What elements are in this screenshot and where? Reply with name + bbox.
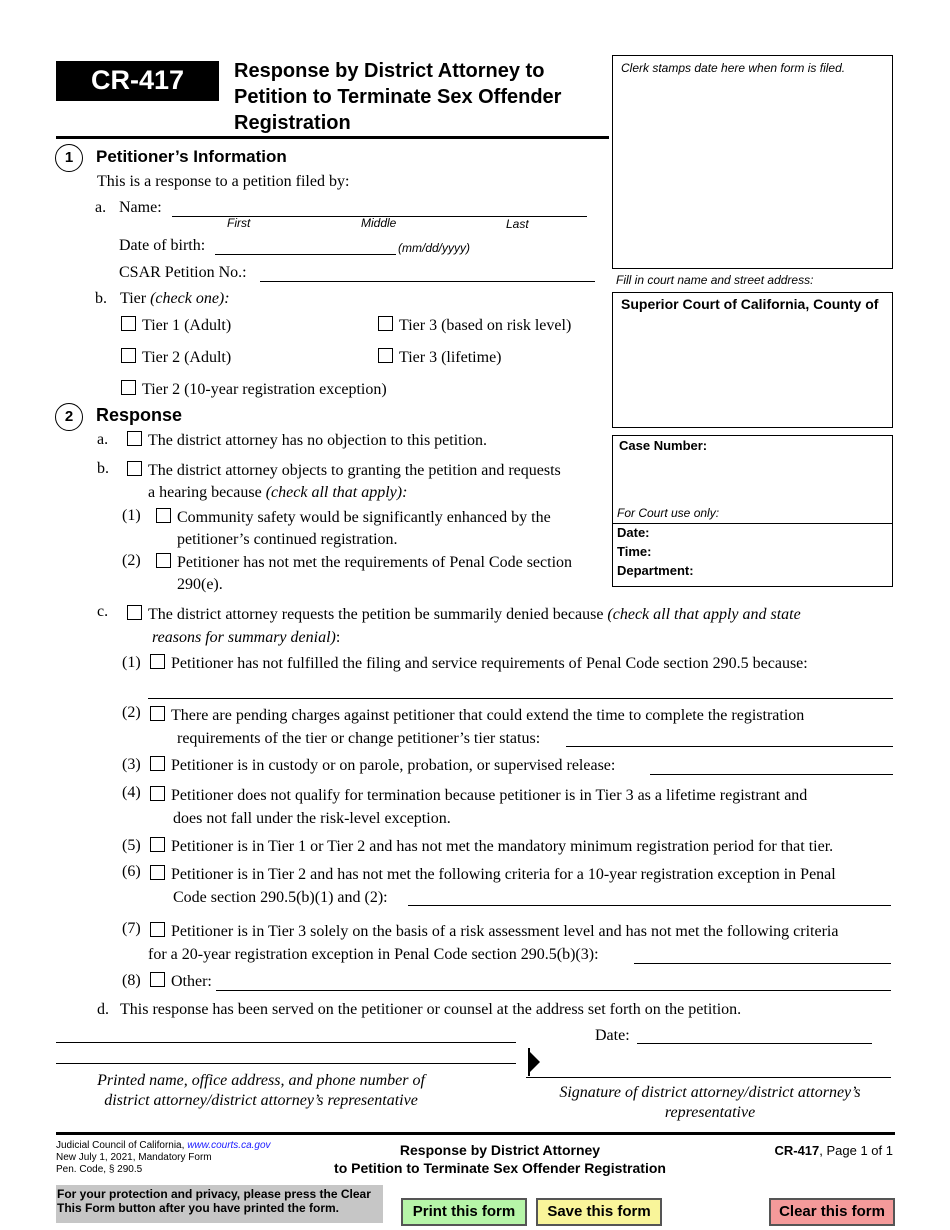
tier-hint: (check one): [150, 290, 230, 307]
response-b-hint: (check all that apply): [265, 484, 408, 501]
printed-name-line2[interactable] [56, 1063, 516, 1064]
tier-2-adult-checkbox[interactable] [121, 348, 136, 363]
tier-3-risk-checkbox[interactable] [378, 316, 393, 331]
tier-2-adult-label: Tier 2 (Adult) [142, 349, 232, 366]
case-number-box[interactable] [612, 435, 893, 587]
court-name-box[interactable] [612, 292, 893, 428]
c3-marker: (3) [122, 756, 141, 773]
case-number-label: Case Number: [619, 438, 708, 453]
c7-marker: (7) [122, 920, 141, 937]
c2-marker: (2) [122, 704, 141, 721]
name-first-caption: First [227, 216, 251, 230]
c5-checkbox[interactable] [150, 837, 165, 852]
form-title-line2: Petition to Terminate Sex Offender [234, 86, 562, 108]
response-c-text: The district attorney requests the petition be summarily denied because [148, 606, 604, 623]
c7-checkbox[interactable] [150, 922, 165, 937]
response-a-marker: a. [97, 431, 109, 448]
court-name-title: Superior Court of California, County of [621, 296, 879, 312]
response-c-hint1: (check all that apply and state [607, 606, 801, 623]
privacy-notice-line2: This Form button after you have printed the form. [57, 1201, 340, 1215]
response-c-hint2: reasons for summary denial) [152, 629, 336, 646]
footer-revised: New July 1, 2021, Mandatory Form [56, 1152, 212, 1163]
tier-2-exception-label: Tier 2 (10-year registration exception) [142, 381, 387, 398]
tier-1-adult-option[interactable] [121, 316, 231, 335]
tier-3-lifetime-label: Tier 3 (lifetime) [399, 349, 502, 366]
response-b1-text2: petitioner’s continued registration. [177, 531, 398, 548]
c3-reason-input[interactable] [650, 774, 893, 775]
csar-label: CSAR Petition No.: [119, 264, 247, 281]
signature-input[interactable] [526, 1077, 891, 1078]
court-use-label: For Court use only: [617, 506, 720, 520]
footer-website-link[interactable]: www.courts.ca.gov [187, 1140, 271, 1151]
section-1-number: 1 [55, 144, 83, 172]
dob-hint: (mm/dd/yyyy) [398, 241, 470, 255]
c2-text2: requirements of the tier or change petitioner’s tier status: [177, 730, 541, 747]
c6-option[interactable] [150, 863, 890, 909]
tier-1-adult-checkbox[interactable] [121, 316, 136, 331]
response-d-marker: d. [97, 1001, 109, 1018]
footer-center-line1: Response by District Attorney [399, 1142, 601, 1158]
c6-marker: (6) [122, 863, 141, 880]
c3-checkbox[interactable] [150, 756, 165, 771]
c6-checkbox[interactable] [150, 865, 165, 880]
c4-marker: (4) [122, 784, 141, 801]
response-b1-text1: Community safety would be significantly enhanced by the [177, 509, 551, 526]
response-b-marker: b. [97, 460, 109, 477]
c8-marker: (8) [122, 972, 141, 989]
footer-council: Judicial Council of California, [56, 1140, 185, 1151]
response-b2-marker: (2) [122, 552, 141, 569]
c7-text1: Petitioner is in Tier 3 solely on the basis of a risk assessment level and has not met the following criteria [171, 923, 839, 940]
c4-text2: does not fall under the risk-level exception. [173, 810, 451, 827]
section-2-number: 2 [55, 403, 83, 431]
c5-marker: (5) [122, 837, 141, 854]
response-d-text: This response has been served on the petitioner or counsel at the address set forth on the petition. [120, 1001, 742, 1018]
c1-reason-input[interactable] [148, 698, 893, 699]
name-last-caption: Last [506, 217, 529, 231]
response-b1-marker: (1) [122, 507, 141, 524]
response-c-colon: : [335, 629, 341, 646]
footer-form-ref: CR-417 [774, 1143, 820, 1158]
response-b2-text2: 290(e). [177, 576, 223, 593]
response-b-checkbox[interactable] [127, 461, 142, 476]
tier-3-risk-option[interactable] [378, 316, 571, 335]
response-b2-option[interactable] [156, 552, 612, 596]
c8-reason-input[interactable] [216, 990, 891, 991]
printed-name-caption [56, 1071, 466, 1111]
footer-code: Pen. Code, § 290.5 [56, 1164, 143, 1175]
c7-text2: for a 20-year registration exception in Penal Code section 290.5(b)(3): [148, 946, 599, 963]
c3-option[interactable] [150, 756, 615, 775]
form-title-line1: Response by District Attorney to [234, 60, 545, 82]
response-a-option[interactable] [127, 431, 487, 450]
dob-input[interactable] [215, 254, 396, 255]
c7-option[interactable] [150, 920, 890, 966]
section-2-title: Response [96, 405, 183, 425]
c6-text1: Petitioner is in Tier 2 and has not met the following criteria for a 10-year registration exception in Penal [171, 866, 836, 883]
item-b-marker: b. [95, 290, 107, 307]
tier-2-adult-option[interactable] [121, 348, 231, 367]
csar-input[interactable] [260, 281, 595, 282]
printed-name-line1[interactable] [56, 1042, 516, 1043]
response-a-checkbox[interactable] [127, 431, 142, 446]
dob-label: Date of birth: [119, 237, 206, 254]
form-title [234, 58, 614, 136]
clerk-stamp-box [612, 55, 893, 269]
signature-caption [530, 1083, 890, 1123]
response-date-input[interactable] [637, 1043, 872, 1044]
response-c-marker: c. [97, 603, 109, 620]
response-b-text1: The district attorney objects to granting the petition and requests [148, 462, 561, 479]
c7-reason-input[interactable] [634, 963, 891, 964]
name-middle-caption: Middle [361, 216, 397, 230]
c2-option[interactable] [150, 704, 890, 750]
response-date-label: Date: [595, 1027, 630, 1044]
signature-caption-line2: representative [664, 1104, 756, 1121]
response-b-option[interactable] [127, 460, 607, 504]
c4-text1: Petitioner does not qualify for termination because petitioner is in Tier 3 as a lifetime registrant and [171, 787, 808, 804]
response-b-text2: a hearing because [148, 484, 262, 501]
c2-reason-input[interactable] [566, 746, 893, 747]
section-1-intro: This is a response to a petition filed by: [97, 173, 350, 190]
c1-option[interactable] [150, 654, 808, 673]
c8-option[interactable] [150, 972, 212, 991]
tier-label [120, 290, 230, 308]
privacy-notice [56, 1185, 383, 1223]
item-a-marker: a. [95, 199, 107, 216]
response-c-checkbox[interactable] [127, 605, 142, 620]
footer-center [300, 1141, 700, 1177]
tier-label-text: Tier [120, 290, 147, 307]
c8-text: Other: [171, 973, 212, 990]
c8-checkbox[interactable] [150, 972, 165, 987]
c2-checkbox[interactable] [150, 706, 165, 721]
c2-text1: There are pending charges against petitioner that could extend the time to complete the registration [171, 707, 805, 724]
c1-checkbox[interactable] [150, 654, 165, 669]
c4-checkbox[interactable] [150, 786, 165, 801]
printed-name-caption-line2 [56, 1091, 466, 1111]
tier-2-exception-option[interactable] [121, 380, 387, 399]
c5-option[interactable] [150, 837, 833, 856]
footer-center-line2: to Petition to Terminate Sex Offender Registration [334, 1160, 666, 1176]
c1-marker: (1) [122, 654, 141, 671]
response-b2-text1: Petitioner has not met the requirements of Penal Code section [177, 554, 573, 571]
response-b1-option[interactable] [156, 507, 606, 551]
hearing-time-label: Time: [617, 544, 652, 559]
header-rule [56, 136, 609, 139]
clear-form-button[interactable]: Clear this form [769, 1198, 895, 1226]
c3-text: Petitioner is in custody or on parole, probation, or supervised release: [171, 757, 616, 774]
tier-3-risk-label: Tier 3 (based on risk level) [399, 317, 572, 334]
name-label: Name: [119, 199, 162, 216]
print-form-button[interactable]: Print this form [401, 1198, 527, 1226]
clerk-stamp-label: Clerk stamps date here when form is filed. [621, 61, 846, 75]
tier-1-adult-label: Tier 1 (Adult) [142, 317, 232, 334]
section-1-title: Petitioner’s Information [96, 147, 287, 166]
form-title-line3: Registration [234, 112, 351, 134]
footer-page-ref [774, 1143, 893, 1158]
hearing-date-label: Date: [617, 525, 650, 540]
tier-2-exception-checkbox[interactable] [121, 380, 136, 395]
response-b1-checkbox[interactable] [156, 508, 171, 523]
court-use-divider [613, 523, 892, 524]
c6-reason-input[interactable] [408, 905, 891, 906]
c5-text: Petitioner is in Tier 1 or Tier 2 and has not met the mandatory minimum registration period for that tier. [171, 838, 834, 855]
c4-option[interactable] [150, 784, 890, 830]
privacy-notice-line1: For your protection and privacy, please press the Clear [57, 1187, 371, 1201]
save-form-button[interactable]: Save this form [536, 1198, 662, 1226]
footer-left [56, 1140, 271, 1176]
response-b2-checkbox[interactable] [156, 553, 171, 568]
court-address-caption: Fill in court name and street address: [616, 273, 814, 287]
printed-name-caption-line1: Printed name, office address, and phone number of [97, 1072, 425, 1089]
footer-rule [56, 1132, 895, 1135]
response-c-option[interactable] [127, 603, 887, 649]
c1-text: Petitioner has not fulfilled the filing and service requirements of Penal Code section 290.5 because: [171, 655, 808, 672]
hearing-department-label: Department: [617, 563, 694, 578]
c6-text2: Code section 290.5(b)(1) and (2): [173, 889, 388, 906]
tier-3-lifetime-checkbox[interactable] [378, 348, 393, 363]
tier-3-lifetime-option[interactable] [378, 348, 502, 367]
printed-name-caption-text2: district attorney/district attorney’s representative [104, 1092, 418, 1109]
form-number-badge: CR-417 [56, 61, 219, 101]
response-a-text: The district attorney has no objection to this petition. [148, 432, 488, 449]
signature-caption-line1: Signature of district attorney/district attorney’s [559, 1084, 861, 1101]
footer-page: , Page 1 of 1 [819, 1143, 893, 1158]
